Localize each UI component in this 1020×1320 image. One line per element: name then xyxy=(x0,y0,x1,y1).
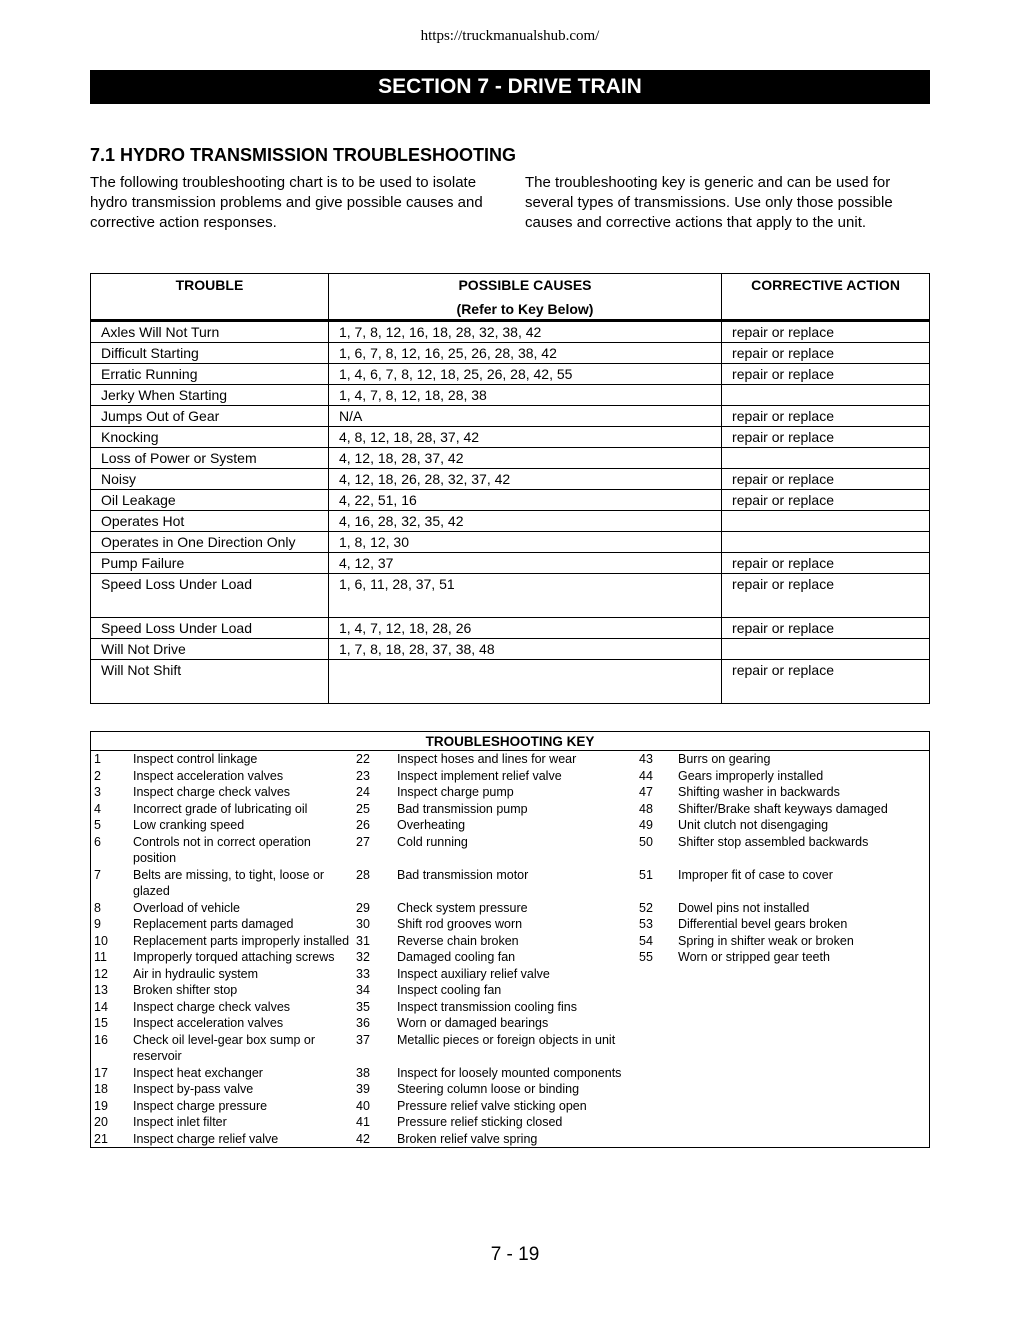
key-row xyxy=(91,817,930,834)
trouble-row xyxy=(91,660,930,704)
trouble-cell: Speed Loss Under Load xyxy=(91,618,329,639)
key-description: Belts are missing, to tight, loose or glazed xyxy=(133,867,325,898)
trouble-row xyxy=(91,406,930,427)
trouble-cell: Speed Loss Under Load xyxy=(91,574,329,618)
action-cell: repair or replace xyxy=(722,427,930,448)
key-number: 48 xyxy=(639,801,653,816)
causes-cell: 1, 8, 12, 30 xyxy=(328,532,721,553)
section-title: SECTION 7 - DRIVE TRAIN xyxy=(378,75,642,98)
key-number: 38 xyxy=(356,1065,370,1080)
key-number: 22 xyxy=(356,752,370,766)
key-number: 36 xyxy=(356,1016,370,1030)
causes-cell: 1, 6, 11, 28, 37, 51 xyxy=(328,574,721,618)
trouble-row xyxy=(91,532,930,553)
trouble-row xyxy=(91,553,930,574)
key-description: Inspect by-pass valve xyxy=(133,1082,254,1096)
key-number: 6 xyxy=(94,834,101,849)
trouble-cell: Erratic Running xyxy=(91,364,329,385)
key-description: Cold running xyxy=(397,834,468,849)
header-corrective-action: CORRECTIVE ACTION xyxy=(722,274,930,321)
troubleshooting-key-table xyxy=(90,731,930,1148)
key-number: 18 xyxy=(94,1082,108,1096)
key-row xyxy=(91,768,930,785)
key-number: 8 xyxy=(94,900,101,915)
key-description xyxy=(678,966,930,983)
key-number: 39 xyxy=(356,1082,370,1096)
key-description: Check system pressure xyxy=(397,900,528,915)
key-description: Improperly torqued attaching screws xyxy=(133,950,335,964)
key-row xyxy=(91,966,930,983)
key-number: 19 xyxy=(94,1098,108,1113)
key-description: Inspect acceleration valves xyxy=(133,768,284,783)
trouble-cell: Will Not Shift xyxy=(91,660,329,704)
key-number: 13 xyxy=(94,983,108,997)
key-number: 7 xyxy=(94,867,101,882)
causes-cell: 4, 16, 28, 32, 35, 42 xyxy=(328,511,721,532)
causes-cell: 4, 12, 37 xyxy=(328,553,721,574)
trouble-row xyxy=(91,511,930,532)
key-number: 54 xyxy=(639,933,653,948)
key-number: 21 xyxy=(94,1131,108,1146)
key-description: Damaged cooling fan xyxy=(397,950,516,964)
trouble-row xyxy=(91,321,930,343)
causes-cell: 4, 22, 51, 16 xyxy=(328,490,721,511)
trouble-cell: Oil Leakage xyxy=(91,490,329,511)
key-number: 15 xyxy=(94,1016,108,1030)
key-number: 10 xyxy=(94,933,108,948)
key-row xyxy=(91,900,930,917)
key-number: 27 xyxy=(356,834,370,849)
trouble-cell: Operates in One Direction Only xyxy=(91,532,329,553)
key-description: Inspect heat exchanger xyxy=(133,1065,263,1080)
key-description xyxy=(678,1081,930,1098)
action-cell: repair or replace xyxy=(722,618,930,639)
causes-cell: 1, 7, 8, 12, 16, 18, 28, 32, 38, 42 xyxy=(328,321,721,343)
key-description: Inspect charge check valves xyxy=(133,785,291,799)
key-description: Worn or stripped gear teeth xyxy=(678,950,830,964)
key-row xyxy=(91,1065,930,1082)
causes-cell: N/A xyxy=(328,406,721,427)
key-number: 42 xyxy=(356,1131,370,1146)
key-number: 51 xyxy=(639,867,653,882)
key-number xyxy=(639,982,678,999)
key-description xyxy=(678,1065,930,1082)
key-row xyxy=(91,1032,930,1065)
key-number: 52 xyxy=(639,900,653,915)
causes-cell: 1, 4, 6, 7, 8, 12, 18, 25, 26, 28, 42, 55 xyxy=(328,364,721,385)
trouble-row xyxy=(91,427,930,448)
header-causes-sub: (Refer to Key Below) xyxy=(456,301,594,317)
key-description: Shifter/Brake shaft keyways damaged xyxy=(678,801,888,816)
trouble-cell: Jumps Out of Gear xyxy=(91,406,329,427)
key-number: 16 xyxy=(94,1032,108,1047)
key-description: Bad transmission pump xyxy=(397,801,528,816)
key-number: 34 xyxy=(356,983,370,997)
key-table-title-row xyxy=(91,732,930,751)
key-number: 30 xyxy=(356,917,370,931)
page-heading: 7.1 HYDRO TRANSMISSION TROUBLESHOOTING xyxy=(90,145,517,165)
key-description: Worn or damaged bearings xyxy=(397,1016,549,1030)
key-description: Reverse chain broken xyxy=(397,933,519,948)
key-description: Inspect inlet filter xyxy=(133,1115,227,1129)
key-description: Inspect control linkage xyxy=(133,752,258,766)
key-description: Differential bevel gears broken xyxy=(678,917,848,931)
key-row xyxy=(91,1131,930,1148)
trouble-cell: Operates Hot xyxy=(91,511,329,532)
action-cell: repair or replace xyxy=(722,490,930,511)
action-cell xyxy=(722,532,930,553)
trouble-cell: Axles Will Not Turn xyxy=(91,321,329,343)
key-number xyxy=(639,999,678,1016)
causes-cell xyxy=(328,660,721,704)
key-row xyxy=(91,916,930,933)
key-description: Unit clutch not disengaging xyxy=(678,818,829,832)
key-number: 47 xyxy=(639,785,653,799)
trouble-row xyxy=(91,469,930,490)
key-number xyxy=(639,1081,678,1098)
key-number: 4 xyxy=(94,801,101,816)
key-number: 5 xyxy=(94,818,101,832)
key-number: 26 xyxy=(356,818,370,832)
key-description: Inspect charge pressure xyxy=(133,1098,268,1113)
key-description: Inspect auxiliary relief valve xyxy=(397,966,550,981)
trouble-row xyxy=(91,490,930,511)
key-number xyxy=(639,1098,678,1115)
key-row xyxy=(91,834,930,867)
intro-right-paragraph: The troubleshooting key is generic and can be used for several types of transmissions. Use only those possible causes and corrective actions that apply to the unit. xyxy=(525,174,893,231)
key-description: Overheating xyxy=(397,818,466,832)
trouble-cell: Loss of Power or System xyxy=(91,448,329,469)
action-cell xyxy=(722,511,930,532)
trouble-cell: Knocking xyxy=(91,427,329,448)
section-title-bar xyxy=(90,70,930,104)
key-number: 44 xyxy=(639,768,653,783)
page-number: 7 - 19 xyxy=(490,1244,540,1265)
key-row xyxy=(91,1015,930,1032)
key-description: Inspect charge relief valve xyxy=(133,1131,279,1146)
key-number: 43 xyxy=(639,752,653,766)
causes-cell: 4, 12, 18, 26, 28, 32, 37, 42 xyxy=(328,469,721,490)
causes-cell: 1, 6, 7, 8, 12, 16, 25, 26, 28, 38, 42 xyxy=(328,343,721,364)
trouble-cell: Noisy xyxy=(91,469,329,490)
key-number: 1 xyxy=(94,752,101,766)
intro-left-paragraph: The following troubleshooting chart is to be used to isolate hydro transmission problems and give possible causes and corrective action responses. xyxy=(90,174,483,231)
key-row xyxy=(91,1081,930,1098)
key-row xyxy=(91,801,930,818)
key-row xyxy=(91,949,930,966)
trouble-row xyxy=(91,574,930,618)
key-description: Broken shifter stop xyxy=(133,983,238,997)
key-number: 20 xyxy=(94,1115,108,1129)
key-description xyxy=(678,1015,930,1032)
key-number: 53 xyxy=(639,917,653,931)
key-number xyxy=(639,966,678,983)
key-number: 35 xyxy=(356,999,370,1014)
trouble-cell: Pump Failure xyxy=(91,553,329,574)
causes-cell: 4, 8, 12, 18, 28, 37, 42 xyxy=(328,427,721,448)
key-number: 29 xyxy=(356,900,370,915)
key-description xyxy=(678,1131,930,1148)
key-description: Improper fit of case to cover xyxy=(678,867,833,882)
key-row xyxy=(91,999,930,1016)
key-number: 49 xyxy=(639,818,653,832)
action-cell xyxy=(722,639,930,660)
trouble-cell: Jerky When Starting xyxy=(91,385,329,406)
key-row xyxy=(91,751,930,768)
key-description: Shift rod grooves worn xyxy=(397,917,523,931)
key-number: 3 xyxy=(94,785,101,799)
key-description: Spring in shifter weak or broken xyxy=(678,933,854,948)
key-number xyxy=(639,1015,678,1032)
trouble-row xyxy=(91,639,930,660)
trouble-cell: Will Not Drive xyxy=(91,639,329,660)
key-number: 2 xyxy=(94,768,101,783)
action-cell: repair or replace xyxy=(722,660,930,704)
key-description xyxy=(678,982,930,999)
trouble-row xyxy=(91,448,930,469)
action-cell: repair or replace xyxy=(722,321,930,343)
key-description: Inspect charge pump xyxy=(397,785,514,799)
key-number: 12 xyxy=(94,966,108,981)
key-description: Inspect acceleration valves xyxy=(133,1016,284,1030)
trouble-row xyxy=(91,618,930,639)
causes-cell: 1, 4, 7, 8, 12, 18, 28, 38 xyxy=(328,385,721,406)
key-number xyxy=(639,1131,678,1148)
causes-cell: 4, 12, 18, 28, 37, 42 xyxy=(328,448,721,469)
key-description: Inspect hoses and lines for wear xyxy=(397,752,577,766)
key-number: 32 xyxy=(356,950,370,964)
key-number: 31 xyxy=(356,933,370,948)
key-description: Pressure relief sticking closed xyxy=(397,1115,563,1129)
key-description: Controls not in correct operation position xyxy=(133,834,311,865)
key-table-title: TROUBLESHOOTING KEY xyxy=(91,732,930,751)
trouble-row xyxy=(91,343,930,364)
trouble-row xyxy=(91,364,930,385)
key-description: Low cranking speed xyxy=(133,818,245,832)
key-description: Inspect for loosely mounted components xyxy=(397,1065,622,1080)
key-number xyxy=(639,1114,678,1131)
key-description: Inspect cooling fan xyxy=(397,983,502,997)
key-description xyxy=(678,1032,930,1065)
key-description: Burrs on gearing xyxy=(678,752,771,766)
action-cell xyxy=(722,448,930,469)
key-description xyxy=(678,1098,930,1115)
key-number: 25 xyxy=(356,801,370,816)
key-description: Inspect transmission cooling fins xyxy=(397,999,577,1014)
key-description: Bad transmission motor xyxy=(397,867,529,882)
key-description: Metallic pieces or foreign objects in unit xyxy=(397,1032,616,1047)
causes-cell: 1, 4, 7, 12, 18, 28, 26 xyxy=(328,618,721,639)
key-number xyxy=(639,1065,678,1082)
key-description: Dowel pins not installed xyxy=(678,900,810,915)
key-description: Gears improperly installed xyxy=(678,768,824,783)
key-row xyxy=(91,784,930,801)
trouble-table-header-row xyxy=(91,274,930,321)
trouble-table xyxy=(90,273,930,704)
key-description: Steering column loose or binding xyxy=(397,1082,580,1096)
key-number: 9 xyxy=(94,917,101,931)
key-description: Shifting washer in backwards xyxy=(678,785,840,799)
key-number: 50 xyxy=(639,834,653,849)
action-cell: repair or replace xyxy=(722,364,930,385)
key-row xyxy=(91,1114,930,1131)
key-description: Overload of vehicle xyxy=(133,900,241,915)
key-description: Pressure relief valve sticking open xyxy=(397,1098,587,1113)
key-description: Inspect charge check valves xyxy=(133,999,291,1014)
key-row xyxy=(91,867,930,900)
header-trouble: TROUBLE xyxy=(91,274,329,321)
key-description: Check oil level-gear box sump or reservoir xyxy=(133,1032,316,1063)
key-number: 55 xyxy=(639,950,653,964)
key-row xyxy=(91,1098,930,1115)
key-description: Replacement parts damaged xyxy=(133,917,294,931)
key-number: 23 xyxy=(356,768,370,783)
key-number: 11 xyxy=(94,950,107,964)
action-cell xyxy=(722,385,930,406)
key-description: Air in hydraulic system xyxy=(133,966,259,981)
key-description xyxy=(678,999,930,1016)
action-cell: repair or replace xyxy=(722,469,930,490)
trouble-row xyxy=(91,385,930,406)
key-description: Inspect implement relief valve xyxy=(397,768,562,783)
header-possible-causes: POSSIBLE CAUSES (Refer to Key Below) xyxy=(328,274,721,321)
key-number: 40 xyxy=(356,1098,370,1113)
key-number: 37 xyxy=(356,1032,370,1047)
key-row xyxy=(91,982,930,999)
key-description: Replacement parts improperly installed xyxy=(133,933,350,948)
key-number: 17 xyxy=(94,1065,108,1080)
action-cell: repair or replace xyxy=(722,553,930,574)
key-number: 41 xyxy=(356,1115,370,1129)
key-number: 14 xyxy=(94,999,108,1014)
action-cell: repair or replace xyxy=(722,406,930,427)
key-description: Broken relief valve spring xyxy=(397,1131,538,1146)
key-number: 28 xyxy=(356,867,370,882)
causes-cell: 1, 7, 8, 18, 28, 37, 38, 48 xyxy=(328,639,721,660)
key-description xyxy=(678,1114,930,1131)
key-number: 33 xyxy=(356,966,370,981)
key-description: Shifter stop assembled backwards xyxy=(678,834,869,849)
action-cell: repair or replace xyxy=(722,574,930,618)
key-number: 24 xyxy=(356,785,370,799)
key-description: Incorrect grade of lubricating oil xyxy=(133,801,308,816)
action-cell: repair or replace xyxy=(722,343,930,364)
source-url: https://truckmanualshub.com/ xyxy=(420,28,600,44)
trouble-cell: Difficult Starting xyxy=(91,343,329,364)
key-row xyxy=(91,933,930,950)
key-number xyxy=(639,1032,678,1065)
